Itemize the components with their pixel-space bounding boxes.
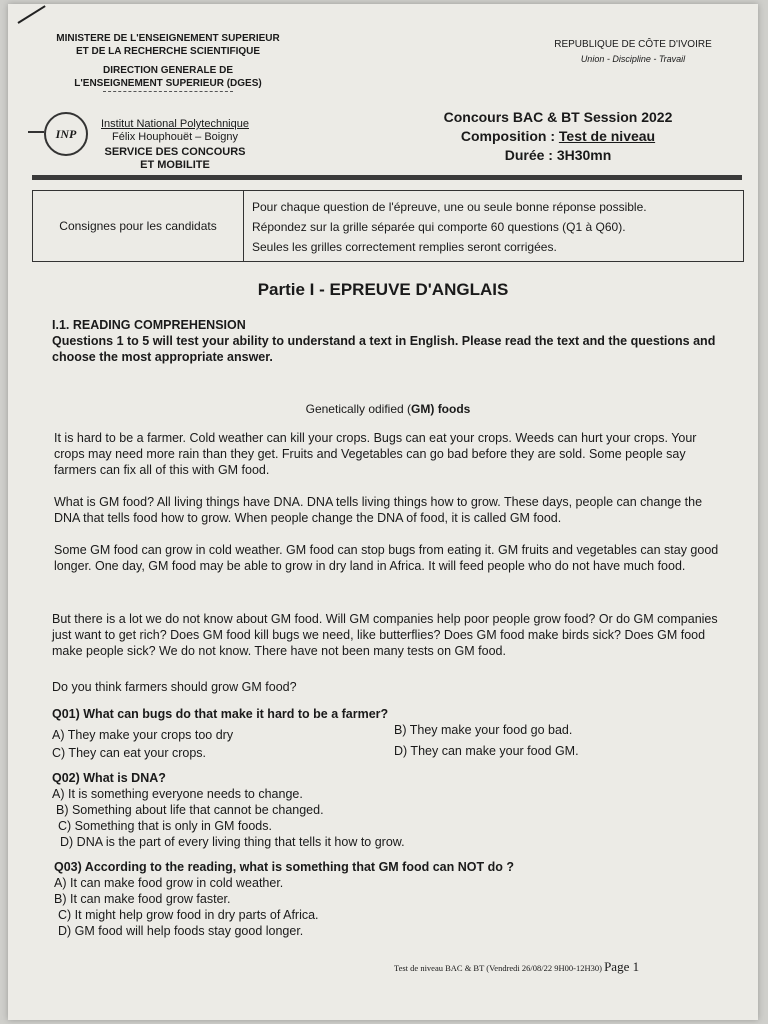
instruction-line: Répondez sur la grille séparée qui comporte 60 questions (Q1 à Q60). bbox=[252, 220, 626, 234]
option-c: C) It might help grow food in dry parts of Africa. bbox=[58, 908, 319, 922]
composition-label: Composition : bbox=[460, 128, 559, 144]
options-row bbox=[52, 722, 732, 743]
page-footer bbox=[394, 959, 714, 975]
option-c: C) Something that is only in GM foods. bbox=[58, 819, 272, 833]
institute-name-1: Institut National Polytechnique bbox=[101, 118, 249, 130]
logo-stroke bbox=[28, 131, 44, 133]
institute-name-2: Félix Houphouët – Boigny bbox=[112, 131, 238, 143]
option-d: D) They can make your food GM. bbox=[394, 744, 579, 758]
option-b: B) It can make food grow faster. bbox=[54, 892, 231, 906]
exam-title-block bbox=[408, 108, 708, 165]
country-motto: Union - Discipline - Travail bbox=[580, 54, 686, 64]
options-row bbox=[52, 743, 732, 761]
question-1 bbox=[52, 706, 732, 761]
ministry-underline bbox=[103, 91, 233, 92]
composition-value: Test de niveau bbox=[558, 128, 656, 144]
option-a: A) It is something everyone needs to change. bbox=[52, 787, 303, 801]
question-title: Q03) According to the reading, what is something that GM food can NOT do ? bbox=[54, 860, 514, 874]
text-title bbox=[8, 402, 758, 416]
header-rule bbox=[32, 175, 742, 180]
instructions-label: Consignes pour les candidats bbox=[33, 191, 244, 261]
reading-heading: I.1. READING COMPREHENSION bbox=[52, 318, 246, 332]
question-title: Q01) What can bugs do that make it hard to be a farmer? bbox=[52, 707, 389, 721]
paragraph-5: Do you think farmers should grow GM food? bbox=[52, 680, 297, 694]
section-title: Partie I - EPREUVE D'ANGLAIS bbox=[257, 280, 509, 299]
option-d: D) GM food will help foods stay good longer. bbox=[58, 924, 304, 938]
exam-title: Concours BAC & BT Session 2022 bbox=[443, 109, 673, 125]
exam-page bbox=[8, 4, 758, 1020]
ministry-line-2: ET DE LA RECHERCHE SCIENTIFIQUE bbox=[75, 46, 261, 57]
instructions-table bbox=[32, 190, 744, 262]
exam-composition bbox=[408, 127, 708, 146]
instruction-line: Seules les grilles correctement remplies seront corrigées. bbox=[252, 240, 557, 254]
ministry-line-4: L'ENSEIGNEMENT SUPERIEUR (DGES) bbox=[74, 78, 262, 89]
paragraph-2: What is GM food? All living things have DNA. DNA tells living things how to grow. These days, people can change the DNA that tells food how to grow. When people change the DNA of food, it is called GM food. bbox=[54, 495, 703, 525]
instructions-content bbox=[244, 191, 743, 261]
option-b: B) Something about life that cannot be changed. bbox=[56, 803, 324, 817]
service-line-2: ET MOBILITE bbox=[140, 159, 210, 171]
text-title-bold: GM bbox=[411, 402, 431, 416]
service-line-1: SERVICE DES CONCOURS bbox=[104, 146, 246, 158]
ministry-line-1: MINISTERE DE L'ENSEIGNEMENT SUPERIEUR bbox=[56, 33, 280, 44]
paragraph-1: It is hard to be a farmer. Cold weather can kill your crops. Bugs can eat your crops. Weeds can hurt your crops. Your crops may need more rain than they get. Fruits and Vegetables can go bad before they are sold. Some people say farmers can fix all of this with GM food. bbox=[54, 431, 697, 477]
reading-instructions: Questions 1 to 5 will test your ability to understand a text in English. Please read the text and the questions and choose the most appropriate answer. bbox=[52, 334, 716, 364]
option-b: B) They make your food go bad. bbox=[394, 723, 573, 737]
reading-section bbox=[52, 317, 724, 365]
paragraph-4: But there is a lot we do not know about GM food. Will GM companies help poor people grow food? Or do GM companies just want to get rich? Does GM food kill bugs we need, like butterflies? Does GM food make birds sick? Does GM food make people sick? We do not know. There have not been many tests on GM food. bbox=[52, 612, 718, 658]
paragraph-3: Some GM food can grow in cold weather. GM food can stop bugs from eating it. GM fruits and vegetables can stay good longer. One day, GM food may be able to grow in dry land in Africa. It will feed people who do not have much food. bbox=[54, 543, 719, 573]
option-a: A) It can make food grow in cold weather. bbox=[54, 876, 284, 890]
text-title-prefix: Genetically odified ( bbox=[305, 402, 412, 416]
option-d: D) DNA is the part of every living thing that tells it how to grow. bbox=[60, 835, 405, 849]
question-2 bbox=[52, 770, 732, 850]
option-c: C) They can eat your crops. bbox=[52, 746, 207, 760]
ministry-header bbox=[38, 32, 298, 92]
text-title-suffix: ) foods bbox=[430, 402, 471, 416]
institute-block bbox=[70, 118, 280, 172]
option-a: A) They make your crops too dry bbox=[52, 728, 234, 742]
pen-mark bbox=[17, 5, 45, 24]
footer-text: Test de niveau BAC & BT (Vendredi 26/08/22 9H00-12H30) bbox=[394, 963, 602, 973]
republic-header bbox=[528, 38, 738, 66]
instruction-line: Pour chaque question de l'épreuve, une ou seule bonne réponse possible. bbox=[252, 200, 647, 214]
page-number: Page 1 bbox=[604, 959, 640, 974]
exam-duration: Durée : 3H30mn bbox=[504, 147, 612, 163]
ministry-line-3: DIRECTION GENERALE DE bbox=[102, 65, 233, 76]
question-title: Q02) What is DNA? bbox=[52, 771, 166, 785]
question-3 bbox=[54, 859, 734, 939]
country-name: REPUBLIQUE DE CÔTE D'IVOIRE bbox=[554, 39, 712, 50]
inp-logo-letters: INP bbox=[55, 126, 77, 141]
